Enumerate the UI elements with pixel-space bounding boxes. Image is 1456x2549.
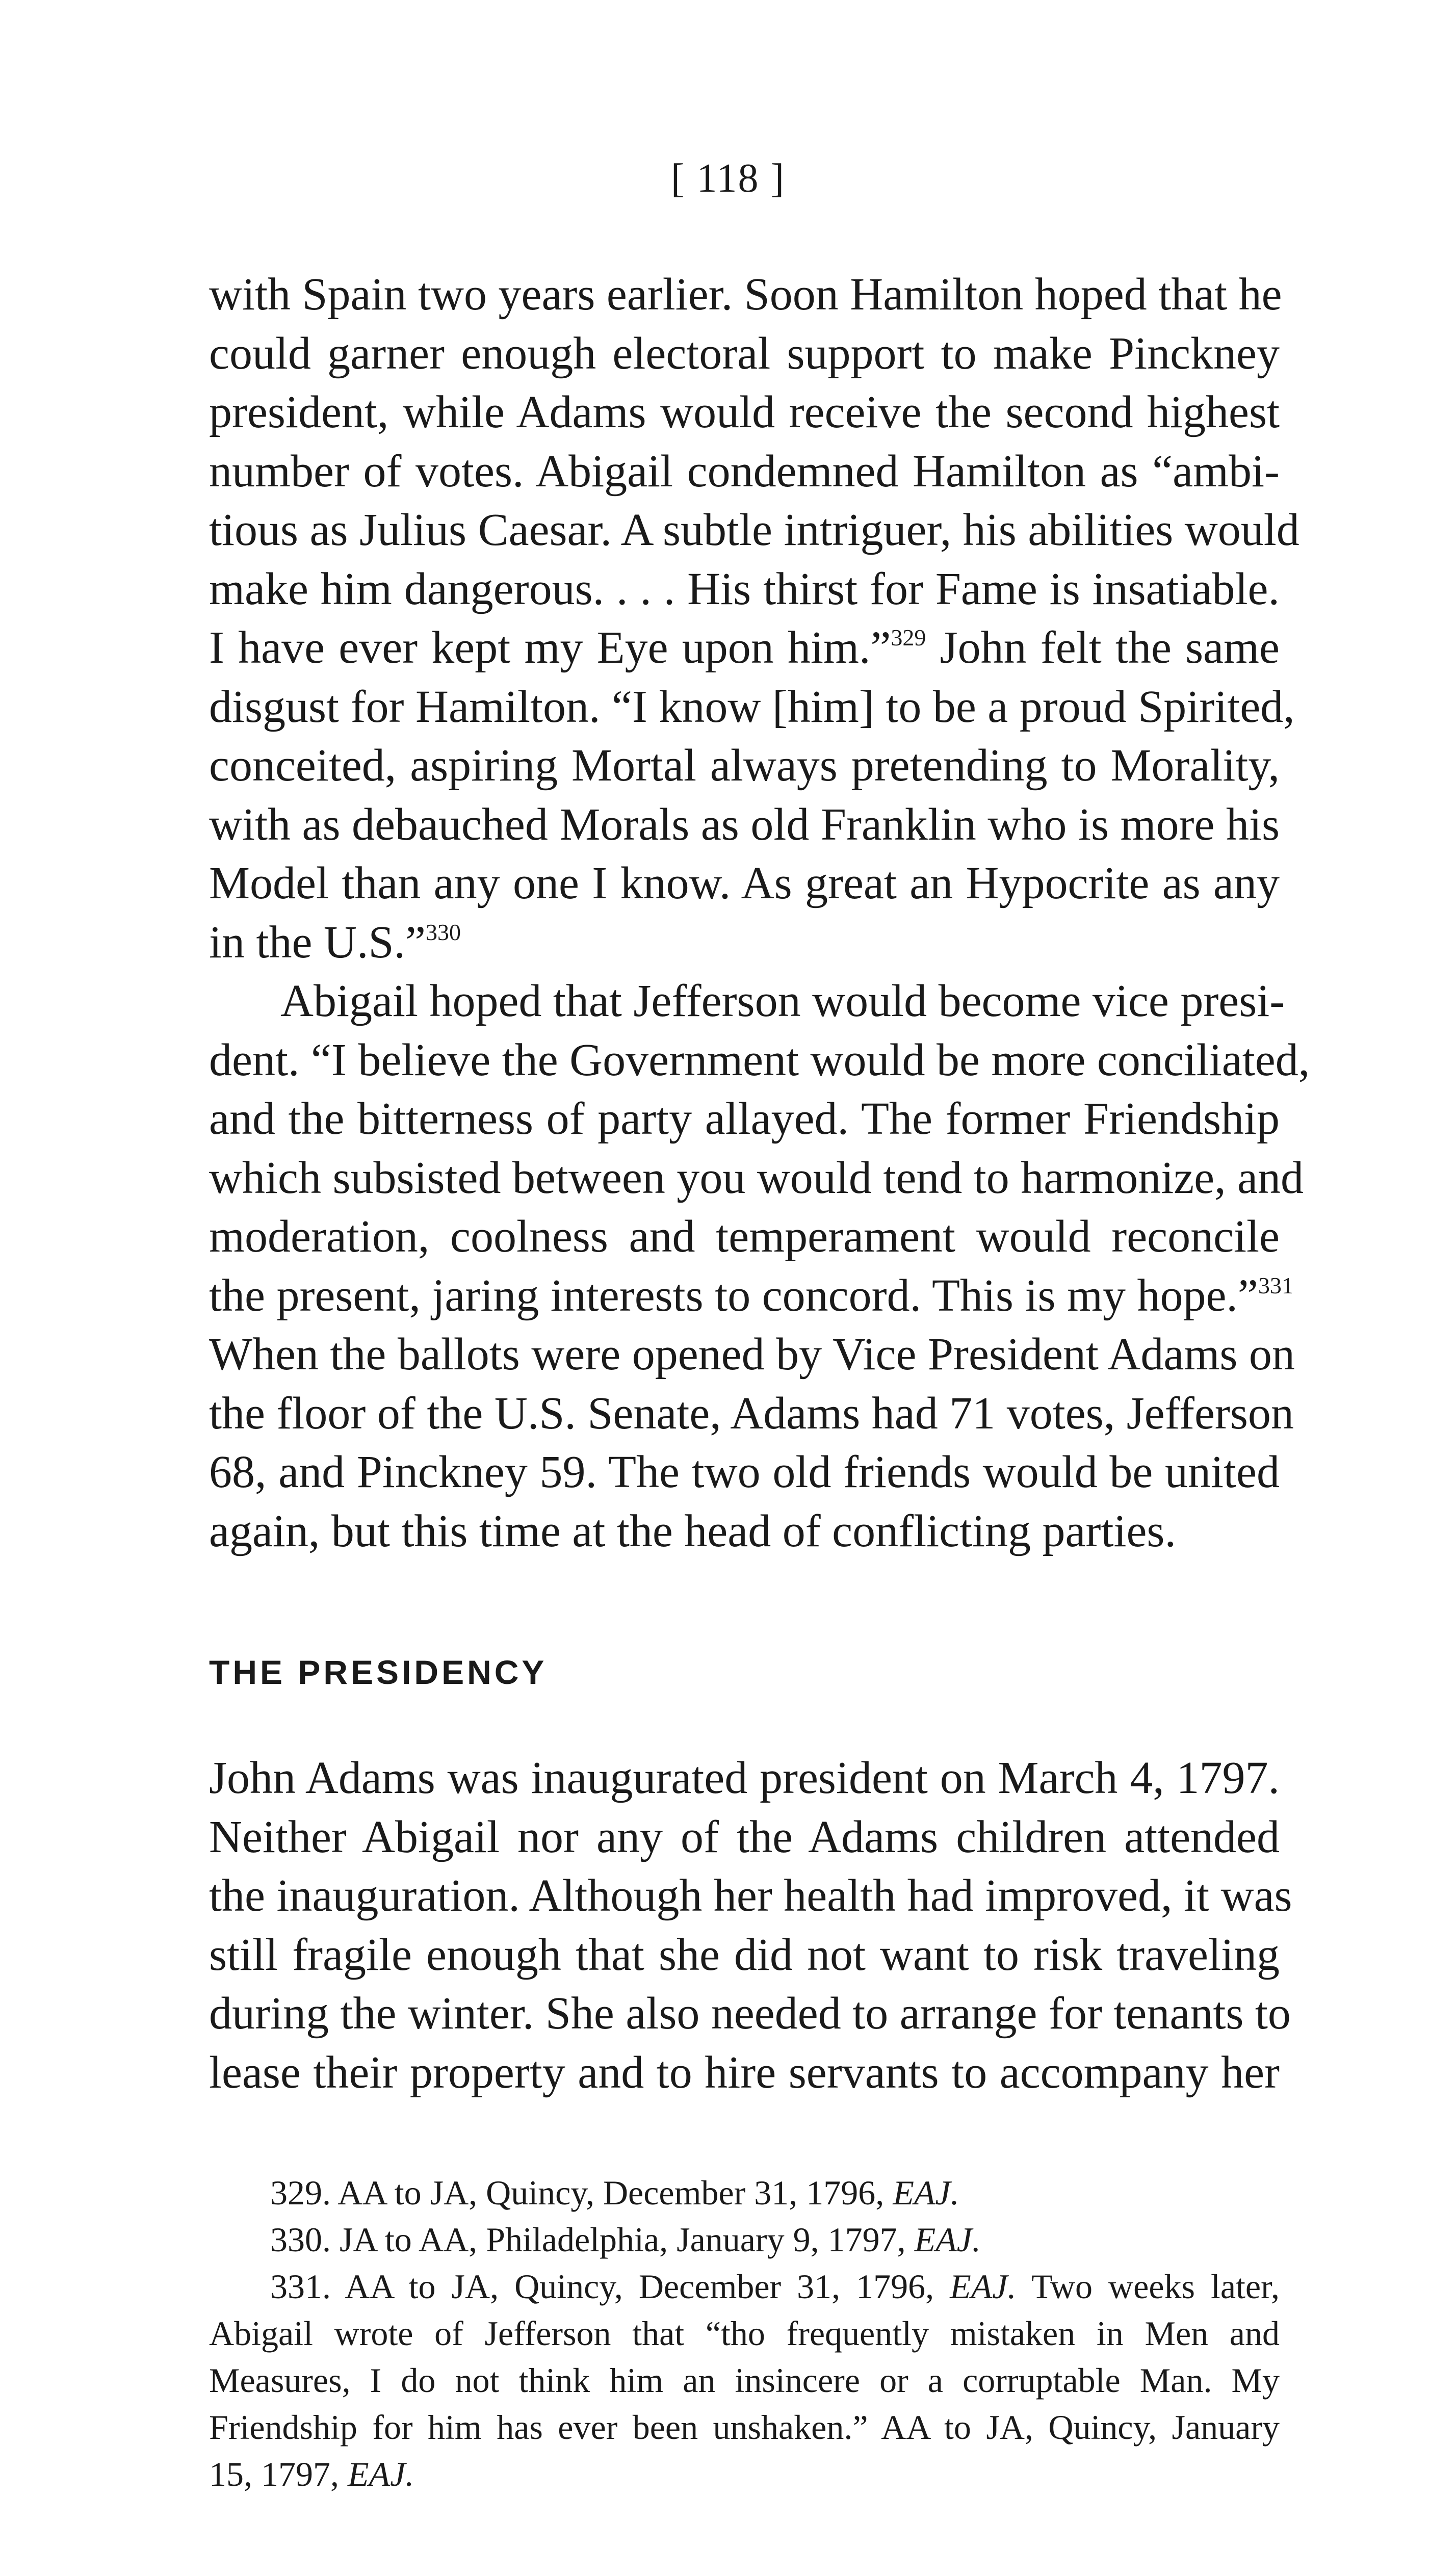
footnote-text: 330. JA to AA, Philadelphia, January 9, 1797, (270, 2220, 915, 2259)
body-text-block-1 (209, 265, 1310, 1560)
section-heading: THE PRESIDENCY (209, 1653, 548, 1691)
text-line: still fragile enough that she did not want to risk traveling (209, 1929, 1280, 1980)
footnotes (209, 2169, 1280, 2498)
text-line: Neither Abigail nor any of the Adams children attended (209, 1811, 1280, 1862)
text-line: disgust for Hamilton. “I know [him] to be a proud Spirited, (209, 681, 1295, 732)
footnote-331-line (209, 2451, 1280, 2498)
footnote-331-line: Measures, I do not think him an insincere or a corruptable Man. My (209, 2361, 1280, 2400)
text-line: dent. “I believe the Government would be more conciliated, (209, 1034, 1310, 1085)
text-line: tious as Julius Caesar. A subtle intriguer, his abilities would (209, 505, 1299, 555)
text-line: and the bitterness of party allayed. The former Friendship (209, 1094, 1280, 1144)
text-fragment: the present, jaring interests to concord. This is my hope.” (209, 1270, 1258, 1321)
text-line: which subsisted between you would tend to harmonize, and (209, 1152, 1304, 1203)
paragraph-2 (209, 972, 1310, 1560)
text-line: the floor of the U.S. Senate, Adams had 71 votes, Jefferson (209, 1388, 1294, 1439)
text-line: lease their property and to hire servants to accompany her (209, 2047, 1280, 2098)
footnote-ref-331: 331 (1258, 1272, 1293, 1298)
footnote-330 (209, 2216, 1280, 2263)
text-line: president, while Adams would receive the second highest (209, 387, 1280, 437)
text-line: Model than any one I know. As great an Hypocrite as any (209, 858, 1280, 908)
text-line: When the ballots were opened by Vice President Adams on (209, 1329, 1295, 1380)
footnote-source: EAJ. (950, 2267, 1017, 2306)
text-line: make him dangerous. . . . His thirst for Fame is insatiable. (209, 563, 1280, 614)
text-line: number of votes. Abigail condemned Hamilton as “ambi- (209, 446, 1280, 497)
paragraph-3 (209, 1749, 1292, 2102)
footnote-331 (209, 2263, 1280, 2310)
footnote-text: 15, 1797, (209, 2455, 348, 2493)
body-text-block-2 (209, 1749, 1292, 2102)
footnote-text: 331. AA to JA, Quincy, December 31, 1796, (270, 2267, 950, 2306)
text-line: 68, and Pinckney 59. The two old friends would be united (209, 1447, 1280, 1497)
text-line: could garner enough electoral support to make Pinckney (209, 328, 1280, 379)
text-line: the inauguration. Although her health had improved, it was (209, 1870, 1292, 1921)
text-line: moderation, coolness and temperament would reconcile (209, 1211, 1280, 1262)
text-line: Abigail hoped that Jefferson would become vice presi- (280, 976, 1285, 1026)
footnote-331-line: Abigail wrote of Jefferson that “tho frequently mistaken in Men and (209, 2314, 1280, 2353)
text-line: again, but this time at the head of conflicting parties. (209, 1505, 1176, 1556)
footnote-source: EAJ. (914, 2220, 981, 2259)
footnote-331-line: Friendship for him has ever been unshaken.” AA to JA, Quincy, January (209, 2408, 1280, 2447)
text-line (209, 618, 1280, 678)
text-line: with Spain two years earlier. Soon Hamilton hoped that he (209, 269, 1282, 320)
footnote-source: EAJ. (348, 2455, 414, 2493)
text-line: with as debauched Morals as old Franklin who is more his (209, 799, 1280, 850)
footnote-source: EAJ. (893, 2173, 959, 2212)
text-fragment: I have ever kept my Eye upon him.” (209, 622, 891, 673)
text-fragment: in the U.S.” (209, 917, 426, 968)
footnote-329 (209, 2169, 1280, 2216)
paragraph-1 (209, 265, 1299, 972)
text-line (209, 1266, 1293, 1325)
text-line: during the winter. She also needed to arrange for tenants to (209, 1988, 1291, 2039)
text-line (209, 913, 1280, 972)
text-line: John Adams was inaugurated president on March 4, 1797. (209, 1753, 1280, 1803)
footnote-text: Two weeks later, (1016, 2267, 1280, 2306)
page-number: [ 118 ] (670, 156, 786, 201)
footnote-ref-330: 330 (425, 919, 461, 945)
footnote-text: 329. AA to JA, Quincy, December 31, 1796, (270, 2173, 893, 2212)
footnote-ref-329: 329 (891, 625, 926, 651)
text-fragment: John felt the same (926, 622, 1280, 673)
text-line: conceited, aspiring Mortal always pretending to Morality, (209, 740, 1280, 791)
